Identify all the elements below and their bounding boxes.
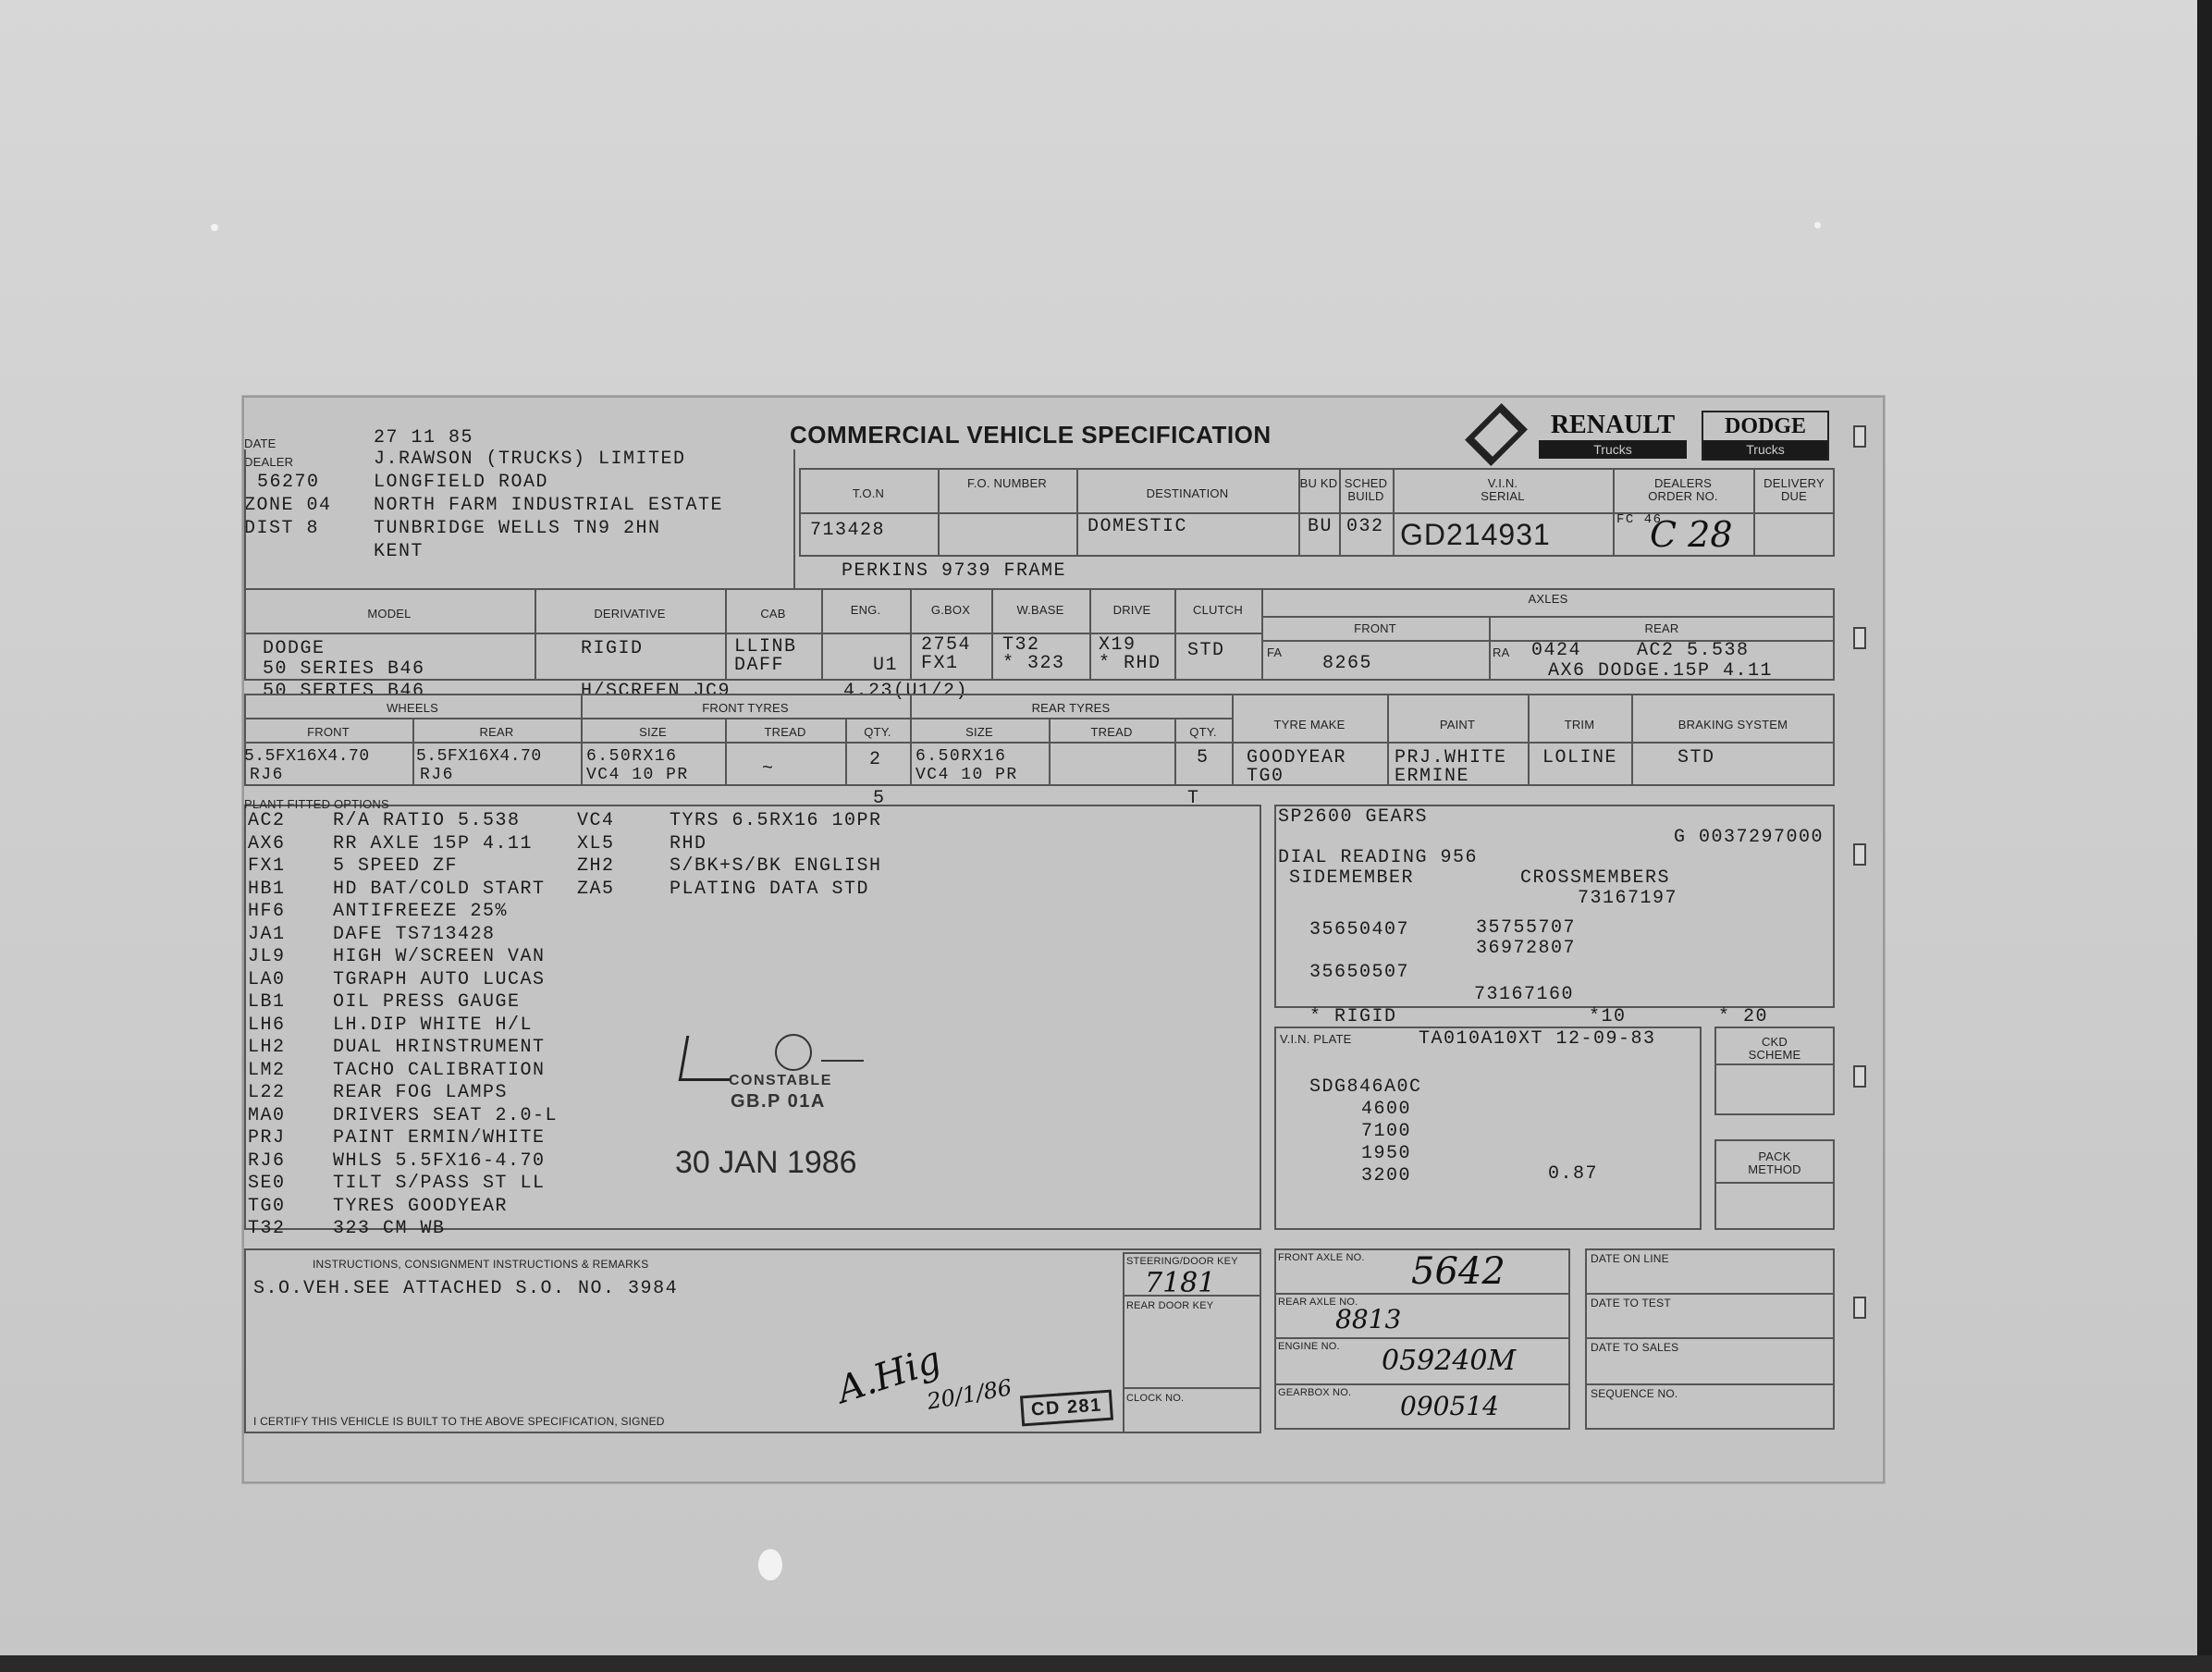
option-description: 5 SPEED ZF [333,855,459,877]
renault-brand [1539,411,1687,461]
rt-size-value: 6.50RX16 [916,747,1007,766]
braking-value: STD [1677,747,1715,768]
crossmember-2: 35755707 [1476,917,1577,939]
dates-panel [1585,1248,1835,1430]
model-line-2: 50 SERIES B46 [263,658,425,680]
ft-qty-label: QTY. [864,725,891,739]
sched-value: 032 [1346,516,1384,537]
sched-build-label: SCHED BUILD [1344,476,1388,503]
vin-plate-label: V.I.N. PLATE [1280,1032,1352,1046]
remarks-value: S.O.VEH.SEE ATTACHED S.O. NO. 3984 [253,1278,679,1299]
option-code: LH6 [248,1014,286,1036]
rear-door-key-label: REAR DOOR KEY [1126,1300,1214,1311]
option-code: JA1 [248,923,286,945]
ton-value: 713428 [810,520,886,541]
ra-label: RA [1493,645,1510,659]
option-code: AX6 [248,832,286,854]
steering-key-value: 7181 [1145,1267,1216,1299]
option-description: TYRS 6.5RX16 10PR [670,810,882,831]
option-code: SE0 [248,1173,286,1194]
option-code: ZA5 [577,878,615,900]
specification-card [242,396,1885,1483]
fa-value: 8265 [1322,653,1373,674]
vin-plate-panel [1274,1027,1702,1230]
cab-line-2: DAFF [734,655,785,676]
engine-no-label: ENGINE NO. [1278,1341,1340,1352]
model-line-3: 50 SERIES B46 [263,681,425,702]
vin-extra: 0.87 [1548,1163,1599,1185]
option-description: R/A RATIO 5.538 [333,810,521,831]
crossmember-4: 73167160 [1474,984,1575,1005]
paint-value-2: ERMINE [1395,766,1470,787]
dust-speck [211,224,218,231]
option-code: ZH2 [577,855,615,877]
sidemember-1: 35650407 [1309,919,1410,940]
option-description: TGRAPH AUTO LUCAS [333,968,546,990]
cd-stamp: CD 281 [1020,1390,1113,1427]
date-label: DATE [244,436,276,450]
destination-value: DOMESTIC [1088,516,1188,537]
wheels-front-label: FRONT [307,725,350,739]
vin-line-2: 4600 [1361,1099,1412,1120]
eng-value: U1 [873,655,899,676]
option-description: HIGH W/SCREEN VAN [333,946,546,967]
option-description: HD BAT/COLD START [333,878,546,900]
rt-qty-label: QTY. [1189,725,1217,739]
margin-tick [1853,1297,1866,1319]
date-to-test-label: DATE TO TEST [1591,1297,1671,1309]
dust-speck [1814,222,1821,228]
crossmember-3: 36972807 [1476,938,1577,959]
stamp-text: CONSTABLE [729,1073,832,1088]
option-code: JL9 [248,946,286,967]
eng-value-2: 4.23(U1/2) [843,681,969,702]
ft-tread-label: TREAD [764,725,806,739]
margin-tick [1853,843,1866,866]
option-code: LB1 [248,991,286,1013]
option-code: RJ6 [248,1150,286,1172]
option-description: LH.DIP WHITE H/L [333,1014,534,1036]
option-description: DAFE TS713428 [333,923,496,945]
option-code: HB1 [248,878,286,900]
stamp-code: GB.P 01A [731,1091,826,1112]
form-title: COMMERCIAL VEHICLE SPECIFICATION [790,421,1272,449]
option-code: FX1 [248,855,286,877]
gears-line-1-right: G 0037297000 [1674,827,1825,848]
rt-tread-label: TREAD [1090,725,1133,739]
gearbox-no-value: 090514 [1400,1391,1499,1421]
wbase-line-1: T32 [1002,634,1040,656]
vin-mark-1: * RIGID [1309,1006,1397,1027]
ft-qty-value: 2 [869,749,882,770]
dealer-label: DEALER [244,455,294,469]
wheels-front-value-2: RJ6 [250,766,284,784]
engine-no-value: 059240M [1382,1345,1517,1377]
gbox-line-2: FX1 [921,653,959,674]
ft-size-label: SIZE [639,725,667,739]
sidemember-2: 35650507 [1309,962,1410,983]
date-to-sales-label: DATE TO SALES [1591,1341,1679,1354]
wheels-rear-value: 5.5FX16X4.70 [416,747,542,766]
vin-serial-value: GD214931 [1400,518,1551,551]
dealers-order-label: DEALERS ORDER NO. [1648,476,1718,503]
date-on-line-label: DATE ON LINE [1591,1252,1669,1265]
option-code: AC2 [248,810,286,831]
dist: DIST 8 [244,518,320,539]
gears-line-1: SP2600 GEARS [1278,806,1429,828]
option-description: DUAL HRINSTRUMENT [333,1037,546,1058]
option-code: LA0 [248,968,286,990]
gbox-label: G.BOX [930,603,971,617]
tyre-make-value: GOODYEAR [1247,747,1347,768]
margin-tick [1853,627,1866,649]
option-description: TILT S/PASS ST LL [333,1173,546,1194]
derivative-value-2: H/SCREEN JC9 [581,681,731,702]
dealer-line-3: NORTH FARM INDUSTRIAL ESTATE [374,495,724,516]
stamp-circle-icon [775,1034,812,1071]
option-code: MA0 [248,1104,286,1126]
trim-value: LOLINE [1542,747,1618,768]
bu-value: BU [1308,516,1333,537]
pack-method-label: PACK METHOD [1748,1150,1801,1176]
dealer-order-prefix: FC 46 [1616,512,1663,527]
option-description: DRIVERS SEAT 2.0-L [333,1104,559,1126]
crossmembers-label: CROSSMEMBERS [1520,867,1671,889]
rear-axle-label: REAR AXLE NO. [1278,1297,1358,1308]
rear-axle-line-1: AC2 5.538 [1637,640,1750,661]
wbase-label: W.BASE [1016,603,1064,617]
margin-tick [1853,1065,1866,1088]
wbase-line-2: * 323 [1002,653,1065,674]
fo-number-label: F.O. NUMBER [967,476,1047,490]
dodge-brand [1702,411,1829,461]
cab-label: CAB [760,607,786,621]
option-description: 323 CM WB [333,1218,446,1239]
option-description: RR AXLE 15P 4.11 [333,832,534,854]
dealer-line-4: TUNBRIDGE WELLS TN9 2HN [374,518,661,539]
drive-label: DRIVE [1112,603,1151,617]
gbox-line-1: 2754 [921,634,972,656]
renault-name: RENAULT [1550,411,1676,439]
engine-frame: PERKINS 9739 FRAME [842,560,1067,582]
dust-speck [758,1549,782,1580]
drive-line-2: * RHD [1099,653,1161,674]
dodge-name: DODGE [1724,414,1806,438]
front-axle-value: 5642 [1411,1250,1505,1293]
vin-plate-value: TA010A10XT 12-09-83 [1419,1028,1656,1050]
ft-tread-value: ~ [762,758,775,780]
renault-logo-icon [1465,403,1528,466]
renault-sub: Trucks [1539,440,1687,459]
cab-line-1: LLINB [734,636,797,658]
dealer-code: 56270 [257,472,320,493]
model-label: MODEL [367,607,412,621]
vin-serial-label: V.I.N. SERIAL [1481,476,1525,503]
steering-key-label: STEERING/DOOR KEY [1126,1256,1238,1267]
vin-line-5: 3200 [1361,1165,1412,1186]
option-code: VC4 [577,810,615,831]
option-code: LH2 [248,1037,286,1058]
zone: ZONE 04 [244,495,332,516]
sidemember-label: SIDEMEMBER [1289,867,1415,889]
tyre-make-value-2: TG0 [1247,766,1284,787]
option-description: RHD [670,832,707,854]
ckd-scheme-label: CKD SCHEME [1748,1035,1801,1062]
ra-value: 0424 [1531,640,1582,661]
certify-label: I CERTIFY THIS VEHICLE IS BUILT TO THE ABOVE SPECIFICATION, SIGNED [253,1415,665,1428]
destination-label: DESTINATION [1146,486,1229,500]
date-value: 27 11 85 [374,427,474,449]
paint-value: PRJ.WHITE [1395,747,1507,768]
option-code: PRJ [248,1127,286,1149]
drive-line-1: X19 [1099,634,1137,656]
trim-label: TRIM [1564,718,1595,732]
remarks-label: INSTRUCTIONS, CONSIGNMENT INSTRUCTIONS & REMARKS [313,1258,649,1271]
clutch-label: CLUTCH [1193,603,1243,617]
tyre-make-label: TYRE MAKE [1273,718,1346,732]
gearbox-no-label: GEARBOX NO. [1278,1387,1352,1398]
rear-axle-line-2: AX6 DODGE.15P 4.11 [1548,660,1774,682]
wheels-below-b: T [1187,788,1200,809]
option-code: T32 [248,1218,286,1239]
signed-date: 20/1/86 [925,1374,1014,1415]
paint-label: PAINT [1439,718,1476,732]
dealer-line-1: J.RAWSON (TRUCKS) LIMITED [374,449,686,470]
option-code: TG0 [248,1195,286,1217]
dealer-line-2: LONGFIELD ROAD [374,472,549,493]
rt-qty-value: 5 [1197,747,1210,768]
scan-edge [2197,0,2212,1672]
rt-size-value-2: VC4 10 PR [916,766,1018,784]
dial-reading: DIAL READING 956 [1278,847,1479,868]
option-code: LM2 [248,1059,286,1081]
bu-kd-label: BU KD [1299,476,1338,490]
options-label: PLANT FITTED OPTIONS [244,797,389,811]
ft-size-value-2: VC4 10 PR [586,766,689,784]
clock-no-label: CLOCK NO. [1126,1393,1185,1404]
vin-mark-2: *10 [1589,1006,1627,1027]
fa-label: FA [1267,645,1283,659]
braking-label: BRAKING SYSTEM [1677,718,1788,732]
ft-size-value: 6.50RX16 [586,747,678,766]
option-description: ANTIFREEZE 25% [333,901,509,922]
option-description: WHLS 5.5FX16-4.70 [333,1150,546,1172]
wheels-below-a: 5 [873,788,886,809]
dealer-line-5: KENT [374,541,424,562]
sequence-no-label: SEQUENCE NO. [1591,1387,1678,1400]
ton-label: T.O.N [852,486,885,500]
wheels-rear-label: REAR [479,725,514,739]
option-description: S/BK+S/BK ENGLISH [670,855,882,877]
dodge-sub: Trucks [1703,440,1827,459]
wheels-label: WHEELS [386,701,439,715]
wheels-front-value: 5.5FX16X4.70 [244,747,370,766]
option-description: PAINT ERMIN/WHITE [333,1127,546,1149]
option-description: PLATING DATA STD [670,878,870,900]
derivative-value: RIGID [581,638,644,659]
vin-mark-3: * 20 [1718,1006,1769,1027]
rear-tyres-label: REAR TYRES [1031,701,1111,715]
eng-label: ENG. [850,603,881,617]
option-description: TYRES GOODYEAR [333,1195,509,1217]
option-description: OIL PRESS GAUGE [333,991,521,1013]
crossmember-1: 73167197 [1578,888,1678,909]
model-line-1: DODGE [263,638,326,659]
delivery-due-label: DELIVERY DUE [1763,476,1825,503]
derivative-label: DERIVATIVE [594,607,666,621]
scan-edge-bottom [0,1655,2212,1672]
margin-tick [1853,425,1866,448]
option-code: XL5 [577,832,615,854]
clutch-value: STD [1187,640,1225,661]
option-code: L22 [248,1082,286,1103]
axle-rear-label: REAR [1644,621,1679,635]
vin-line-3: 7100 [1361,1121,1412,1142]
wheels-rear-value-2: RJ6 [420,766,454,784]
rt-size-label: SIZE [965,725,993,739]
axles-label: AXLES [1528,592,1568,606]
signature: A.Hig [831,1338,947,1412]
stamp-date: 30 JAN 1986 [675,1145,857,1180]
option-description: REAR FOG LAMPS [333,1082,509,1103]
dealer-order-value: C 28 [1650,514,1733,555]
front-tyres-label: FRONT TYRES [702,701,789,715]
axle-front-label: FRONT [1354,621,1396,635]
front-axle-label: FRONT AXLE NO. [1278,1252,1365,1263]
rear-axle-value: 8813 [1335,1304,1402,1334]
option-description: TACHO CALIBRATION [333,1059,546,1081]
option-code: HF6 [248,901,286,922]
vin-line-1: SDG846A0C [1309,1076,1422,1098]
vin-line-4: 1950 [1361,1143,1412,1164]
